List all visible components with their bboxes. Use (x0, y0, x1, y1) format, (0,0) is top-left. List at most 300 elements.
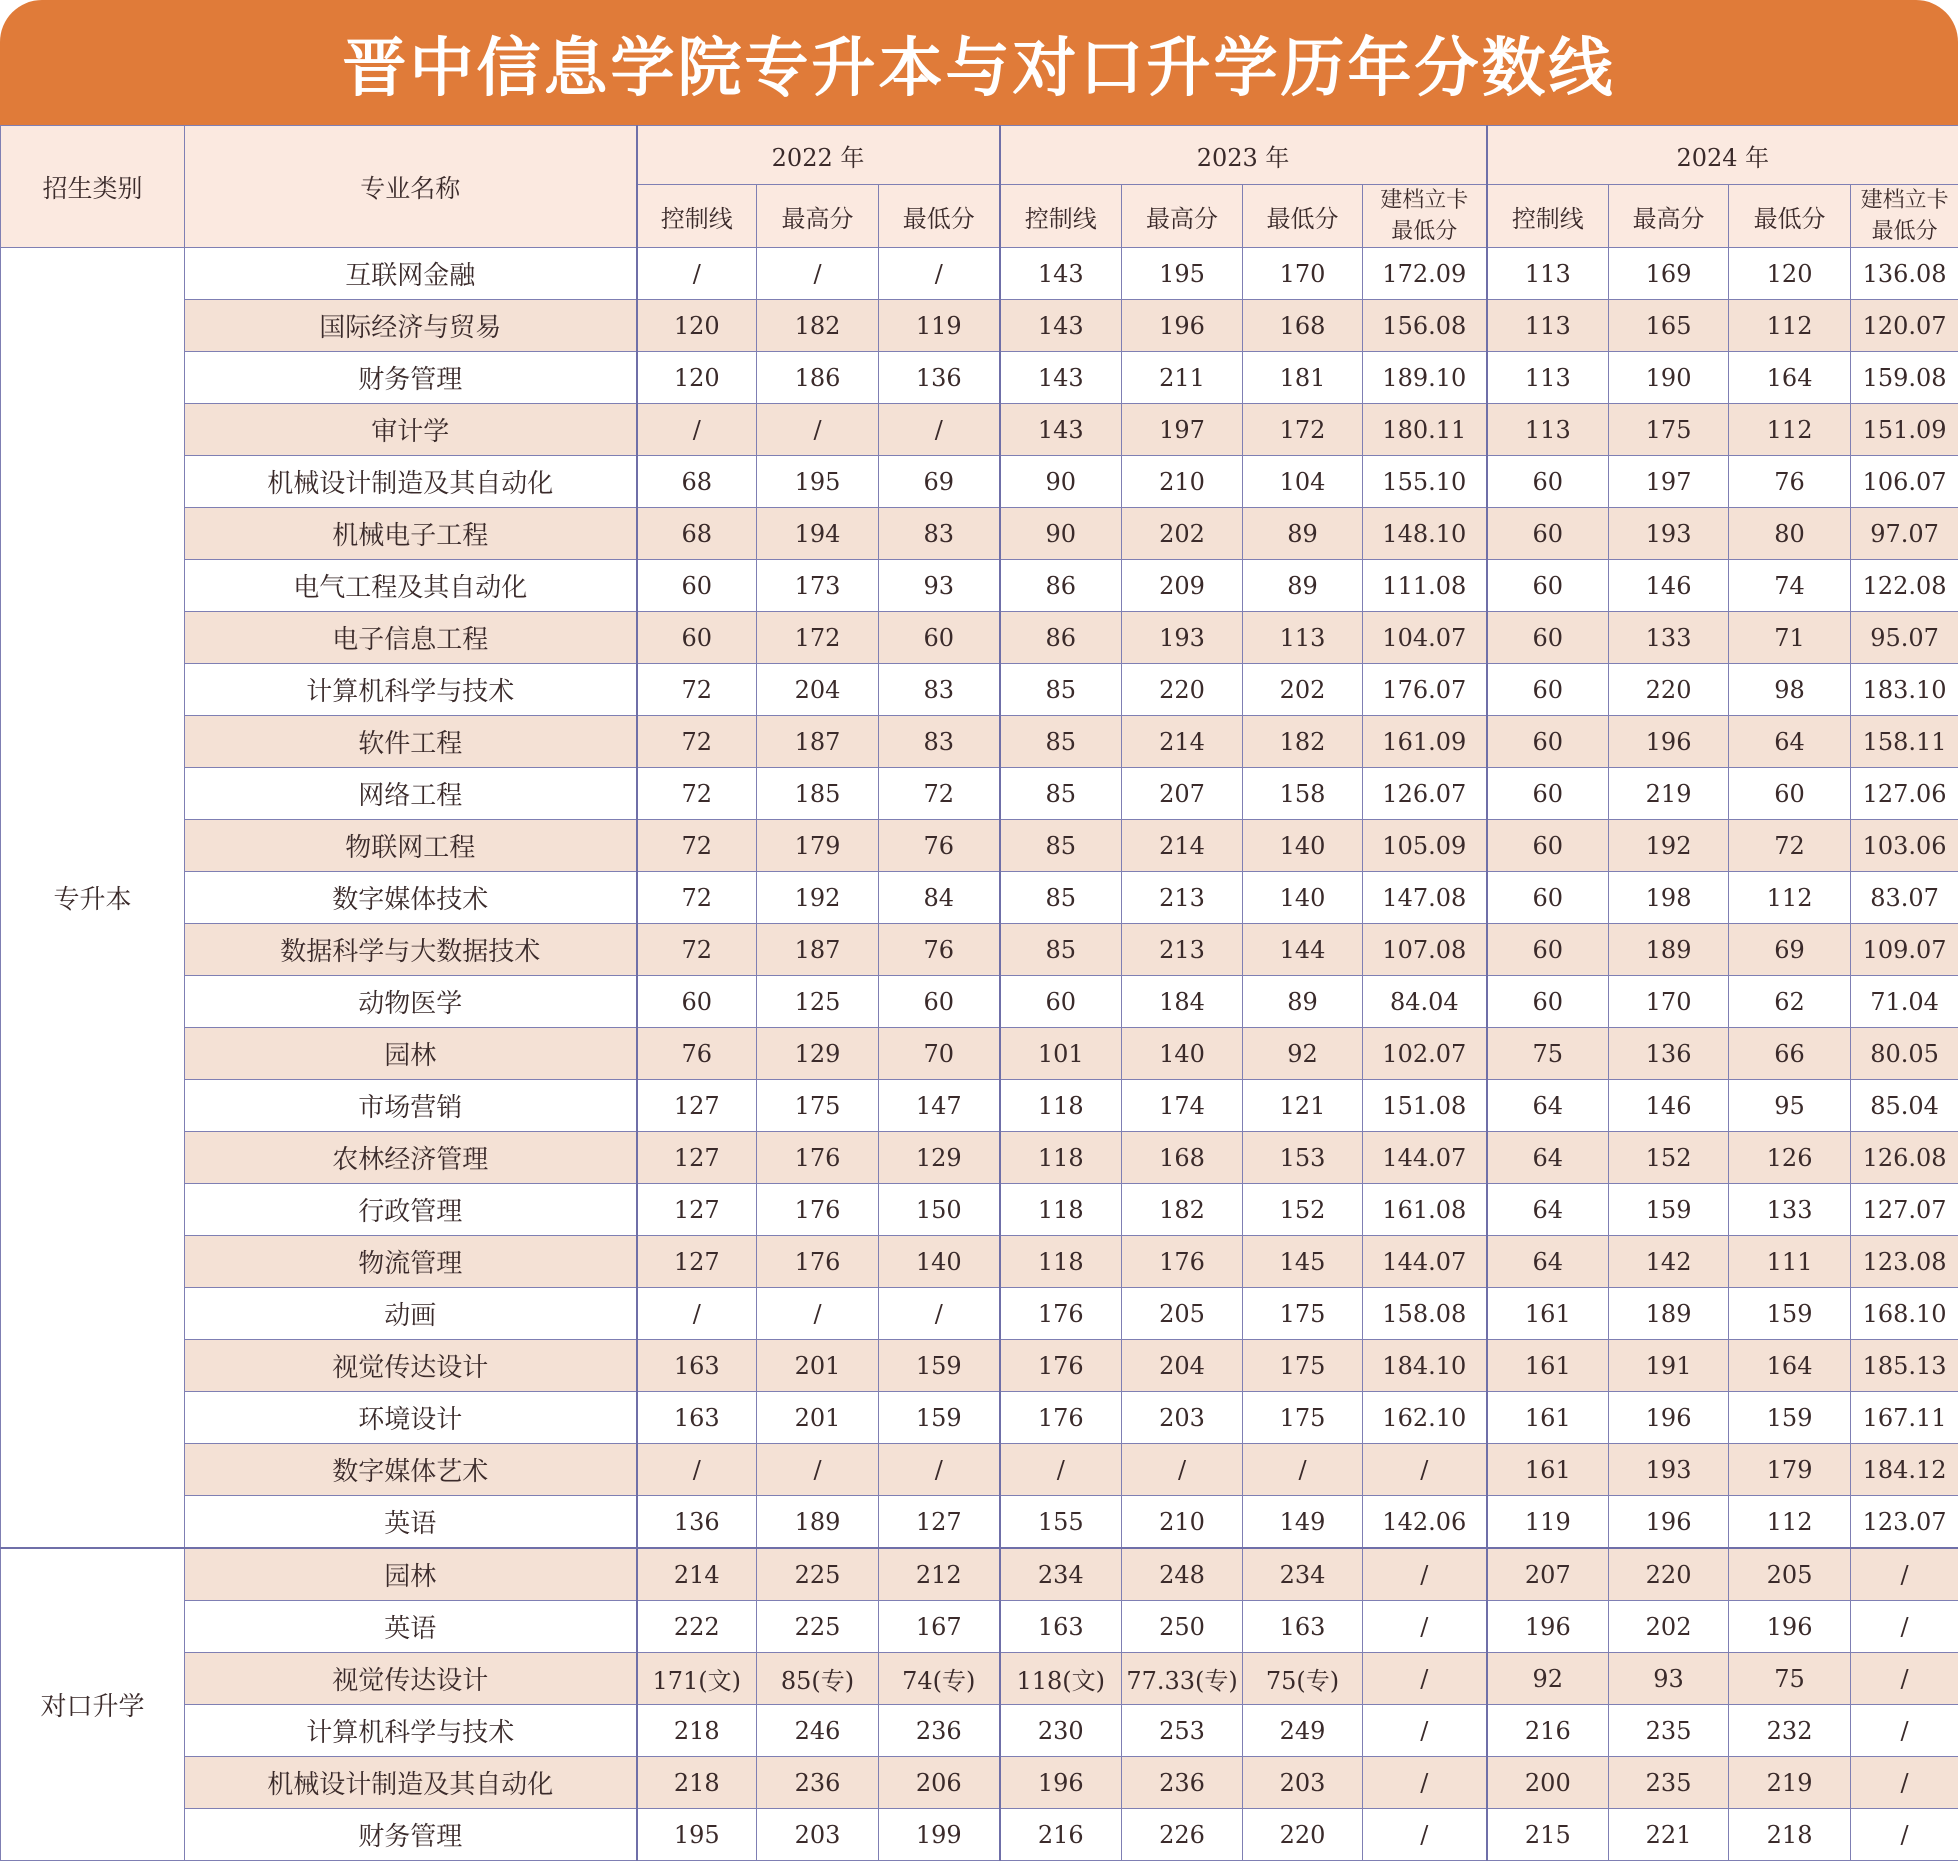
ctrl-2022: 60 (637, 560, 757, 612)
header-file-lowest-line2: 最低分 (1391, 219, 1458, 244)
table-row (1, 976, 1958, 1028)
low-2022: 206 (879, 1757, 1000, 1809)
ctrl-2024: 60 (1487, 768, 1609, 820)
high-2023: 202 (1122, 508, 1243, 560)
high-2023: 197 (1122, 404, 1243, 456)
table-row (1, 1757, 1958, 1809)
ctrl-2024: 60 (1487, 872, 1609, 924)
low-2024: 159 (1729, 1392, 1851, 1444)
major-name: 机械设计制造及其自动化 (185, 1757, 637, 1809)
low-2022: 84 (879, 872, 1000, 924)
file-low-2024: 126.08 (1851, 1132, 1958, 1184)
ctrl-2024: 216 (1487, 1705, 1609, 1757)
ctrl-2024: 113 (1487, 300, 1609, 352)
ctrl-2023: 143 (1000, 404, 1122, 456)
high-2022: 125 (757, 976, 879, 1028)
ctrl-2024: 60 (1487, 924, 1609, 976)
ctrl-2022: 127 (637, 1236, 757, 1288)
low-2022: 93 (879, 560, 1000, 612)
high-2024: 235 (1609, 1705, 1729, 1757)
high-2024: 159 (1609, 1184, 1729, 1236)
high-2022: 176 (757, 1184, 879, 1236)
ctrl-2022: 72 (637, 872, 757, 924)
high-2023: 184 (1122, 976, 1243, 1028)
low-2023: 153 (1243, 1132, 1363, 1184)
ctrl-2024: 75 (1487, 1028, 1609, 1080)
major-name: 数字媒体技术 (185, 872, 637, 924)
high-2022: 173 (757, 560, 879, 612)
ctrl-2024: 92 (1487, 1653, 1609, 1705)
ctrl-2024: 200 (1487, 1757, 1609, 1809)
major-name: 动物医学 (185, 976, 637, 1028)
score-table (0, 125, 1958, 1861)
low-2023: 168 (1243, 300, 1363, 352)
header-row-years (1, 126, 1958, 185)
high-2023: 174 (1122, 1080, 1243, 1132)
file-low-2024: 123.07 (1851, 1496, 1958, 1549)
ctrl-2023: 86 (1000, 560, 1122, 612)
ctrl-2022: 68 (637, 456, 757, 508)
file-low-2024: 159.08 (1851, 352, 1958, 404)
table-row (1, 612, 1958, 664)
file-low-2023: 189.10 (1363, 352, 1487, 404)
header-file-lowest (1851, 185, 1958, 248)
file-low-2024: 83.07 (1851, 872, 1958, 924)
major-name: 园林 (185, 1548, 637, 1601)
major-name: 财务管理 (185, 1809, 637, 1861)
low-2024: 112 (1729, 872, 1851, 924)
ctrl-2023: 85 (1000, 664, 1122, 716)
ctrl-2023: 60 (1000, 976, 1122, 1028)
file-low-2024: 185.13 (1851, 1340, 1958, 1392)
table-row (1, 768, 1958, 820)
file-low-2023: 161.08 (1363, 1184, 1487, 1236)
ctrl-2024: 161 (1487, 1392, 1609, 1444)
low-2024: 64 (1729, 716, 1851, 768)
major-name: 软件工程 (185, 716, 637, 768)
header-highest: 最高分 (1122, 185, 1243, 248)
high-2022: 194 (757, 508, 879, 560)
low-2024: 98 (1729, 664, 1851, 716)
high-2022: 129 (757, 1028, 879, 1080)
high-2024: 191 (1609, 1340, 1729, 1392)
ctrl-2024: 215 (1487, 1809, 1609, 1861)
low-2024: 196 (1729, 1601, 1851, 1653)
low-2023: 170 (1243, 248, 1363, 300)
low-2022: 136 (879, 352, 1000, 404)
major-name: 物联网工程 (185, 820, 637, 872)
high-2024: 93 (1609, 1653, 1729, 1705)
high-2022: / (757, 1444, 879, 1496)
file-low-2024: / (1851, 1548, 1958, 1601)
ctrl-2022: 72 (637, 924, 757, 976)
ctrl-2024: 113 (1487, 404, 1609, 456)
header-file-lowest-line1: 建档立卡 (1860, 188, 1949, 213)
high-2022: 192 (757, 872, 879, 924)
high-2023: 195 (1122, 248, 1243, 300)
table-row (1, 664, 1958, 716)
low-2023: 172 (1243, 404, 1363, 456)
file-low-2024: 109.07 (1851, 924, 1958, 976)
ctrl-2023: 85 (1000, 768, 1122, 820)
ctrl-2022: 68 (637, 508, 757, 560)
file-low-2023: 172.09 (1363, 248, 1487, 300)
low-2022: 159 (879, 1392, 1000, 1444)
high-2024: 146 (1609, 560, 1729, 612)
ctrl-2024: 60 (1487, 508, 1609, 560)
high-2024: 189 (1609, 1288, 1729, 1340)
high-2024: 169 (1609, 248, 1729, 300)
high-2024: 175 (1609, 404, 1729, 456)
ctrl-2022: 222 (637, 1601, 757, 1653)
file-low-2024: 183.10 (1851, 664, 1958, 716)
low-2024: 179 (1729, 1444, 1851, 1496)
low-2022: 212 (879, 1548, 1000, 1601)
table-row (1, 300, 1958, 352)
low-2022: 70 (879, 1028, 1000, 1080)
ctrl-2022: 120 (637, 300, 757, 352)
ctrl-2024: 64 (1487, 1080, 1609, 1132)
high-2023: 168 (1122, 1132, 1243, 1184)
ctrl-2022: 127 (637, 1184, 757, 1236)
high-2024: 220 (1609, 1548, 1729, 1601)
ctrl-2022: 60 (637, 976, 757, 1028)
major-name: 网络工程 (185, 768, 637, 820)
ctrl-2022: 163 (637, 1340, 757, 1392)
ctrl-2023: 143 (1000, 352, 1122, 404)
file-low-2023: / (1363, 1757, 1487, 1809)
major-name: 机械设计制造及其自动化 (185, 456, 637, 508)
file-low-2024: 106.07 (1851, 456, 1958, 508)
table-row (1, 716, 1958, 768)
low-2024: 60 (1729, 768, 1851, 820)
ctrl-2023: 101 (1000, 1028, 1122, 1080)
low-2023: 163 (1243, 1601, 1363, 1653)
low-2022: 167 (879, 1601, 1000, 1653)
ctrl-2023: 230 (1000, 1705, 1122, 1757)
high-2024: 198 (1609, 872, 1729, 924)
high-2022: 225 (757, 1548, 879, 1601)
high-2022: 187 (757, 716, 879, 768)
high-2024: 196 (1609, 716, 1729, 768)
ctrl-2022: 72 (637, 820, 757, 872)
high-2024: 196 (1609, 1496, 1729, 1549)
high-2023: 253 (1122, 1705, 1243, 1757)
file-low-2024: 127.06 (1851, 768, 1958, 820)
ctrl-2024: 64 (1487, 1184, 1609, 1236)
table-row (1, 560, 1958, 612)
ctrl-2024: 60 (1487, 716, 1609, 768)
table-row (1, 1548, 1958, 1601)
header-year-2023: 2023 年 (1000, 126, 1487, 185)
low-2024: 76 (1729, 456, 1851, 508)
high-2022: 225 (757, 1601, 879, 1653)
high-2022: / (757, 404, 879, 456)
major-name: 环境设计 (185, 1392, 637, 1444)
low-2024: 62 (1729, 976, 1851, 1028)
major-name: 电子信息工程 (185, 612, 637, 664)
low-2024: 66 (1729, 1028, 1851, 1080)
table-row (1, 1601, 1958, 1653)
low-2024: 74 (1729, 560, 1851, 612)
ctrl-2024: 207 (1487, 1548, 1609, 1601)
table-row (1, 1184, 1958, 1236)
table-row (1, 820, 1958, 872)
header-lowest: 最低分 (1243, 185, 1363, 248)
low-2024: 164 (1729, 1340, 1851, 1392)
ctrl-2022: / (637, 404, 757, 456)
low-2024: 112 (1729, 1496, 1851, 1549)
high-2024: 142 (1609, 1236, 1729, 1288)
low-2022: 83 (879, 664, 1000, 716)
low-2023: 202 (1243, 664, 1363, 716)
header-highest: 最高分 (1609, 185, 1729, 248)
table-row (1, 1340, 1958, 1392)
high-2022: 182 (757, 300, 879, 352)
high-2023: 214 (1122, 716, 1243, 768)
table-row (1, 1132, 1958, 1184)
high-2024: 152 (1609, 1132, 1729, 1184)
high-2023: 210 (1122, 456, 1243, 508)
major-name: 市场营销 (185, 1080, 637, 1132)
low-2023: / (1243, 1444, 1363, 1496)
high-2022: 176 (757, 1236, 879, 1288)
low-2024: 232 (1729, 1705, 1851, 1757)
low-2023: 121 (1243, 1080, 1363, 1132)
low-2022: 72 (879, 768, 1000, 820)
high-2024: 136 (1609, 1028, 1729, 1080)
file-low-2024: / (1851, 1601, 1958, 1653)
ctrl-2022: 214 (637, 1548, 757, 1601)
high-2023: 207 (1122, 768, 1243, 820)
low-2023: 175 (1243, 1392, 1363, 1444)
low-2024: 72 (1729, 820, 1851, 872)
file-low-2023: / (1363, 1444, 1487, 1496)
ctrl-2023: / (1000, 1444, 1122, 1496)
high-2024: 192 (1609, 820, 1729, 872)
low-2022: 129 (879, 1132, 1000, 1184)
table-row (1, 1496, 1958, 1549)
file-low-2023: / (1363, 1705, 1487, 1757)
low-2022: 60 (879, 976, 1000, 1028)
ctrl-2022: 72 (637, 664, 757, 716)
file-low-2024: 136.08 (1851, 248, 1958, 300)
table-row (1, 248, 1958, 300)
file-low-2023: 158.08 (1363, 1288, 1487, 1340)
low-2024: 69 (1729, 924, 1851, 976)
major-name: 园林 (185, 1028, 637, 1080)
file-low-2024: 80.05 (1851, 1028, 1958, 1080)
high-2024: 146 (1609, 1080, 1729, 1132)
high-2024: 189 (1609, 924, 1729, 976)
low-2023: 104 (1243, 456, 1363, 508)
high-2022: 172 (757, 612, 879, 664)
low-2023: 149 (1243, 1496, 1363, 1549)
high-2023: 182 (1122, 1184, 1243, 1236)
high-2023: 213 (1122, 924, 1243, 976)
ctrl-2023: 163 (1000, 1601, 1122, 1653)
ctrl-2023: 90 (1000, 456, 1122, 508)
file-low-2023: / (1363, 1653, 1487, 1705)
ctrl-2023: 118 (1000, 1236, 1122, 1288)
ctrl-2024: 161 (1487, 1444, 1609, 1496)
low-2022: 83 (879, 716, 1000, 768)
high-2023: 220 (1122, 664, 1243, 716)
ctrl-2022: 72 (637, 716, 757, 768)
high-2023: 209 (1122, 560, 1243, 612)
high-2024: 170 (1609, 976, 1729, 1028)
table-row (1, 1705, 1958, 1757)
file-low-2023: 180.11 (1363, 404, 1487, 456)
file-low-2023: 102.07 (1363, 1028, 1487, 1080)
low-2024: 164 (1729, 352, 1851, 404)
ctrl-2023: 118 (1000, 1080, 1122, 1132)
high-2023: 214 (1122, 820, 1243, 872)
file-low-2023: 148.10 (1363, 508, 1487, 560)
ctrl-2023: 234 (1000, 1548, 1122, 1601)
high-2022: 246 (757, 1705, 879, 1757)
ctrl-2023: 155 (1000, 1496, 1122, 1549)
low-2022: 74(专) (879, 1653, 1000, 1705)
file-low-2023: 161.09 (1363, 716, 1487, 768)
high-2024: 165 (1609, 300, 1729, 352)
file-low-2023: 144.07 (1363, 1132, 1487, 1184)
table-body (1, 248, 1958, 1861)
file-low-2024: 120.07 (1851, 300, 1958, 352)
high-2023: 210 (1122, 1496, 1243, 1549)
low-2022: 199 (879, 1809, 1000, 1861)
table-row (1, 1653, 1958, 1705)
table-row (1, 352, 1958, 404)
ctrl-2024: 60 (1487, 560, 1609, 612)
high-2023: 204 (1122, 1340, 1243, 1392)
ctrl-2023: 85 (1000, 872, 1122, 924)
ctrl-2023: 196 (1000, 1757, 1122, 1809)
ctrl-2024: 113 (1487, 248, 1609, 300)
file-low-2023: 105.09 (1363, 820, 1487, 872)
high-2024: 202 (1609, 1601, 1729, 1653)
file-low-2024: 168.10 (1851, 1288, 1958, 1340)
high-2023: 193 (1122, 612, 1243, 664)
file-low-2023: 151.08 (1363, 1080, 1487, 1132)
low-2023: 113 (1243, 612, 1363, 664)
category-cell: 专升本 (1, 248, 185, 1549)
file-low-2024: 122.08 (1851, 560, 1958, 612)
table-row (1, 456, 1958, 508)
ctrl-2023: 176 (1000, 1392, 1122, 1444)
ctrl-2023: 85 (1000, 924, 1122, 976)
high-2022: 195 (757, 456, 879, 508)
header-highest: 最高分 (757, 185, 879, 248)
ctrl-2024: 161 (1487, 1340, 1609, 1392)
ctrl-2024: 60 (1487, 612, 1609, 664)
header-lowest: 最低分 (879, 185, 1000, 248)
file-low-2023: 162.10 (1363, 1392, 1487, 1444)
header-file-lowest-line1: 建档立卡 (1380, 188, 1469, 213)
low-2023: 144 (1243, 924, 1363, 976)
low-2024: 75 (1729, 1653, 1851, 1705)
ctrl-2022: 218 (637, 1705, 757, 1757)
high-2022: 204 (757, 664, 879, 716)
ctrl-2023: 143 (1000, 300, 1122, 352)
low-2022: 76 (879, 924, 1000, 976)
low-2024: 205 (1729, 1548, 1851, 1601)
table-row (1, 1080, 1958, 1132)
major-name: 电气工程及其自动化 (185, 560, 637, 612)
table-row (1, 508, 1958, 560)
high-2022: 201 (757, 1392, 879, 1444)
ctrl-2024: 60 (1487, 976, 1609, 1028)
major-name: 审计学 (185, 404, 637, 456)
file-low-2023: 84.04 (1363, 976, 1487, 1028)
high-2024: 220 (1609, 664, 1729, 716)
low-2022: / (879, 1288, 1000, 1340)
major-name: 英语 (185, 1601, 637, 1653)
major-name: 物流管理 (185, 1236, 637, 1288)
file-low-2023: 104.07 (1363, 612, 1487, 664)
ctrl-2022: / (637, 1444, 757, 1496)
high-2023: 213 (1122, 872, 1243, 924)
file-low-2024: / (1851, 1757, 1958, 1809)
high-2023: 196 (1122, 300, 1243, 352)
low-2024: 111 (1729, 1236, 1851, 1288)
ctrl-2024: 60 (1487, 456, 1609, 508)
low-2022: 76 (879, 820, 1000, 872)
low-2023: 75(专) (1243, 1653, 1363, 1705)
high-2023: 203 (1122, 1392, 1243, 1444)
ctrl-2022: 171(文) (637, 1653, 757, 1705)
low-2024: 133 (1729, 1184, 1851, 1236)
file-low-2023: 144.07 (1363, 1236, 1487, 1288)
ctrl-2024: 60 (1487, 820, 1609, 872)
ctrl-2023: 86 (1000, 612, 1122, 664)
high-2022: 187 (757, 924, 879, 976)
file-low-2023: / (1363, 1809, 1487, 1861)
ctrl-2023: 176 (1000, 1288, 1122, 1340)
ctrl-2023: 118(文) (1000, 1653, 1122, 1705)
ctrl-2022: 120 (637, 352, 757, 404)
table-row (1, 872, 1958, 924)
high-2024: 221 (1609, 1809, 1729, 1861)
table-row (1, 1392, 1958, 1444)
header-lowest: 最低分 (1729, 185, 1851, 248)
header-control-line: 控制线 (637, 185, 757, 248)
high-2023: 250 (1122, 1601, 1243, 1653)
file-low-2024: 85.04 (1851, 1080, 1958, 1132)
ctrl-2022: / (637, 248, 757, 300)
header-category: 招生类别 (1, 126, 185, 248)
major-name: 行政管理 (185, 1184, 637, 1236)
header-control-line: 控制线 (1000, 185, 1122, 248)
file-low-2024: 71.04 (1851, 976, 1958, 1028)
high-2023: / (1122, 1444, 1243, 1496)
high-2023: 236 (1122, 1757, 1243, 1809)
file-low-2024: 95.07 (1851, 612, 1958, 664)
ctrl-2024: 161 (1487, 1288, 1609, 1340)
low-2022: 159 (879, 1340, 1000, 1392)
ctrl-2022: 76 (637, 1028, 757, 1080)
low-2022: 83 (879, 508, 1000, 560)
ctrl-2024: 113 (1487, 352, 1609, 404)
header-year-2022: 2022 年 (637, 126, 1000, 185)
ctrl-2024: 64 (1487, 1132, 1609, 1184)
low-2023: 249 (1243, 1705, 1363, 1757)
low-2024: 159 (1729, 1288, 1851, 1340)
major-name: 视觉传达设计 (185, 1653, 637, 1705)
low-2022: 236 (879, 1705, 1000, 1757)
low-2022: 60 (879, 612, 1000, 664)
ctrl-2022: 72 (637, 768, 757, 820)
